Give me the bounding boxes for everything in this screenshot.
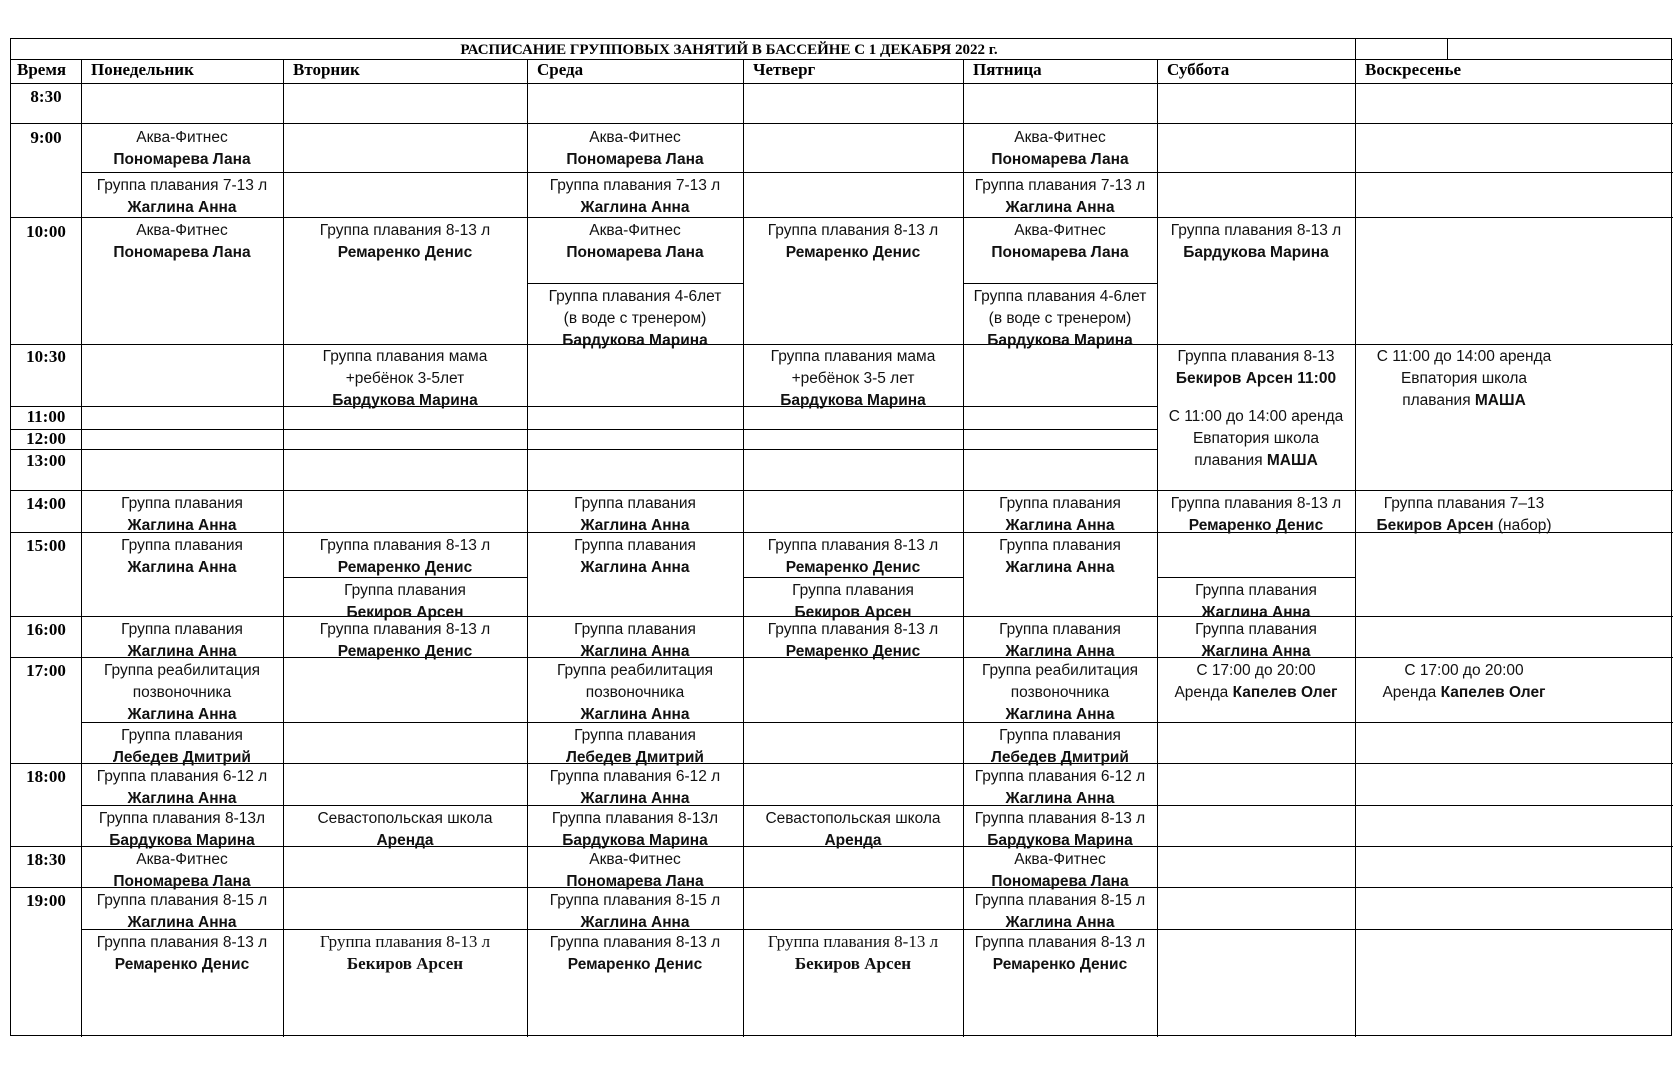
grid-line [1157,577,1355,578]
class-entry: Группа плавания 6-12 л Жаглина Анна [549,768,721,807]
time-label: 14:00 [26,494,66,513]
class-entry: Группа плавания 8-13 л Ремаренко Денис [767,222,939,261]
class-entry: Севастопольская школа Аренда [317,810,493,849]
class-entry: С 17:00 до 20:00 Аренда Капелев Олег [1174,662,1338,701]
class-entry: Группа плавания 8-13 л Ремаренко Денис [96,934,268,973]
class-entry: Группа плавания 8-15 л Жаглина Анна [974,892,1146,931]
class-entry: Группа плавания Жаглина Анна [121,537,243,576]
class-entry: Аква-Фитнес Пономарева Лана [566,851,704,890]
grid-line [81,805,1673,806]
class-entry: Группа плавания 8-13 л Ремаренко Денис [767,621,939,660]
class-entry: Группа плавания 6-12 л Жаглина Анна [96,768,268,807]
class-entry: Группа плавания 6-12 л Жаглина Анна [974,768,1146,807]
time-label: 17:00 [26,661,66,680]
class-entry: Группа плавания Жаглина Анна [121,621,243,660]
class-entry: Группа плавания 8-15 л Жаглина Анна [549,892,721,931]
class-entry: Группа плавания 8-13 л Ремаренко Денис [1170,495,1342,534]
time-label: 10:30 [26,347,66,366]
header-sunday: Воскресенье [1365,60,1462,79]
class-entry: Группа плавания 8-13 л Ремаренко Денис [974,934,1146,973]
class-entry: Аква-Фитнес Пономарева Лана [566,129,704,168]
grid-line [1447,39,1448,59]
grid-line [81,172,1673,173]
schedule-title: РАСПИСАНИЕ ГРУППОВЫХ ЗАНЯТИЙ В БАССЕЙНЕ С 1 ДЕКАБРЯ 2022 г. [460,42,998,58]
class-entry: Группа плавания Жаглина Анна [1195,582,1317,621]
class-entry: Группа плавания 8-15 л Жаглина Анна [96,892,268,931]
class-entry: Группа плавания 8-13 л Бардукова Марина [1170,222,1342,261]
class-entry: Аква-Фитнес Пономарева Лана [566,222,704,261]
class-entry: Группа плавания 7-13 л Жаглина Анна [96,177,268,216]
time-label: 18:30 [26,850,66,869]
class-entry: Аква-Фитнес Пономарева Лана [113,851,251,890]
grid-line [81,929,1673,930]
time-label: 12:00 [26,429,66,448]
header-thursday: Четверг [753,60,816,79]
class-entry: Группа плавания 8-13л Бардукова Марина [551,810,719,849]
class-entry: Группа плавания 4-6лет (в воде с тренером) Бардукова Марина [548,288,722,349]
class-entry: Группа плавания мама +ребёнок 3-5лет Бардукова Марина [322,348,488,409]
header-time: Время [17,60,67,79]
class-entry: Группа плавания Жаглина Анна [999,537,1121,576]
time-label: 9:00 [30,128,62,147]
grid-line [11,429,1157,430]
class-entry: Группа плавания 8-13 л Ремаренко Денис [767,537,939,576]
time-label: 11:00 [26,407,66,426]
schedule-table [10,38,1672,1036]
class-entry: Группа плавания 8-13 л Ремаренко Денис [319,537,491,576]
class-entry: Группа плавания 8-13 л Ремаренко Денис [319,621,491,660]
class-entry: Группа плавания 7–13 Бекиров Арсен (набор) [1376,495,1552,534]
grid-line [1355,39,1356,1037]
time-label: 15:00 [26,536,66,555]
class-entry: Группа плавания 7-13 л Жаглина Анна [974,177,1146,216]
class-entry: Группа плавания Жаглина Анна [574,537,696,576]
class-entry: Группа плавания Бекиров Арсен [344,582,466,621]
class-entry: Группа плавания 8-13 л Бекиров Арсен [767,932,939,973]
grid-line [963,283,1157,284]
class-entry: Аква-Фитнес Пономарева Лана [113,129,251,168]
class-entry: Группа плавания 8-13 л Ремаренко Денис [319,222,491,261]
class-entry: Группа реабилитация позвоночника Жаглина Анна [556,662,713,723]
grid-line [81,722,1673,723]
class-entry: С 11:00 до 14:00 аренда Евпатория школа плавания МАША [1376,348,1552,409]
class-entry: Группа плавания 8-13 л Ремаренко Денис [549,934,721,973]
class-entry: С 17:00 до 20:00 Аренда Капелев Олег [1382,662,1546,701]
class-entry: Группа плавания Жаглина Анна [574,621,696,660]
header-wednesday: Среда [537,60,584,79]
class-entry: Группа плавания Жаглина Анна [1195,621,1317,660]
time-label: 19:00 [26,891,66,910]
time-label: 8:30 [30,87,62,106]
grid-line [527,283,743,284]
grid-line [11,344,1673,345]
time-label: 10:00 [26,222,66,241]
class-entry: Группа плавания Жаглина Анна [999,495,1121,534]
class-entry: Группа плавания мама +ребёнок 3-5 лет Бардукова Марина [770,348,936,409]
grid-line [11,406,1157,407]
header-friday: Пятница [973,60,1042,79]
class-entry: Группа плавания 8-13 Бекиров Арсен 11:00 [1175,348,1337,387]
class-entry: Группа реабилитация позвоночника Жаглина Анна [103,662,260,723]
class-entry: Группа плавания Жаглина Анна [574,495,696,534]
class-entry: Группа плавания Лебедев Дмитрий [566,727,704,766]
grid-line [11,449,1157,450]
grid-line [1157,59,1158,1037]
class-entry: Группа реабилитация позвоночника Жаглина Анна [981,662,1138,723]
class-entry: Группа плавания Жаглина Анна [999,621,1121,660]
class-entry: Группа плавания Бекиров Арсен [792,582,914,621]
time-label: 13:00 [26,451,66,470]
header-monday: Понедельник [91,60,194,79]
class-entry: Группа плавания Лебедев Дмитрий [991,727,1129,766]
time-label: 18:00 [26,767,66,786]
class-entry: Группа плавания 8-13л Бардукова Марина [98,810,266,849]
grid-line [11,123,1673,124]
class-entry: Группа плавания 7-13 л Жаглина Анна [549,177,721,216]
class-entry: Аква-Фитнес Пономарева Лана [991,222,1129,261]
class-entry: Группа плавания 8-13 л Бардукова Марина [974,810,1146,849]
grid-line [11,83,1673,84]
class-entry: С 11:00 до 14:00 аренда Евпатория школа плавания МАША [1168,408,1344,469]
class-entry: Группа плавания 4-6лет (в воде с тренером) Бардукова Марина [973,288,1147,349]
class-entry: Аква-Фитнес Пономарева Лана [113,222,251,261]
class-entry: Группа плавания Лебедев Дмитрий [113,727,251,766]
class-entry: Группа плавания Жаглина Анна [121,495,243,534]
class-entry: Севастопольская школа Аренда [765,810,941,849]
grid-line [11,490,1673,491]
class-entry: Аква-Фитнес Пономарева Лана [991,129,1129,168]
class-entry: Аква-Фитнес Пономарева Лана [991,851,1129,890]
header-tuesday: Вторник [293,60,360,79]
time-label: 16:00 [26,620,66,639]
header-saturday: Суббота [1167,60,1230,79]
class-entry: Группа плавания 8-13 л Бекиров Арсен [319,932,491,973]
